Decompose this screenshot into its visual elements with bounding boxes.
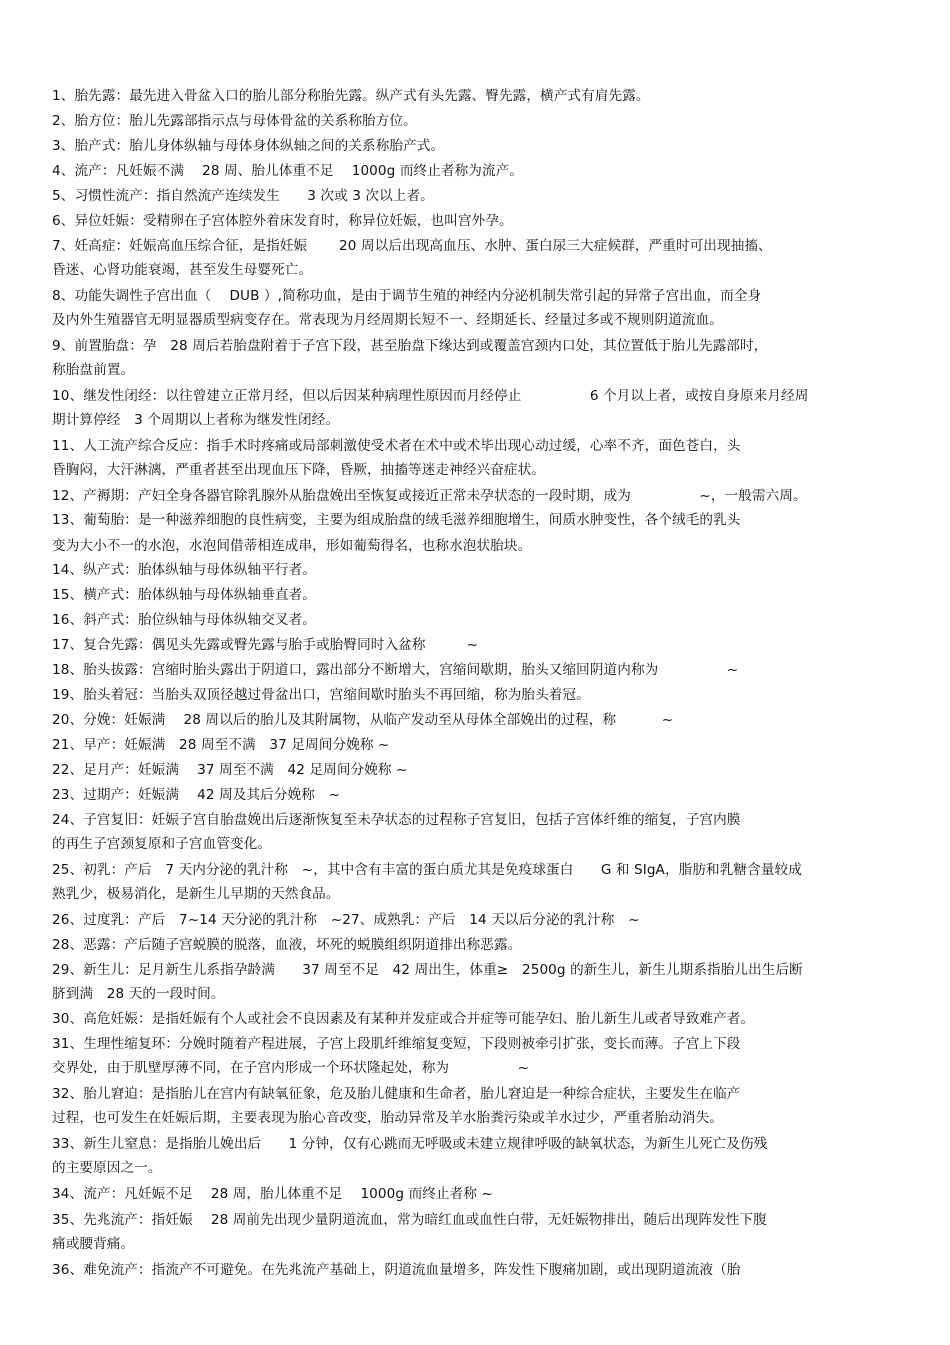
text-line: 30、高危妊娠：是指妊娠有个人或社会不良因素及有某种并发症或合并症等可能孕妇、胎儿新生儿或者导致难产者。: [52, 1011, 755, 1027]
text-line: 的再生子宫颈复原和子宫血管变化。: [52, 836, 272, 852]
text-line: 25、初乳：产后 7 天内分泌的乳汁称 ~，其中含有丰富的蛋白质尤其是免疫球蛋白 G 和 SIgA，脂肪和乳糖含量较成: [52, 862, 802, 878]
text-line: 13、葡萄胎：是一种滋养细胞的良性病变，主要为组成胎盘的绒毛滋养细胞增生，间质水肿变性，各个绒毛的乳头: [52, 512, 741, 528]
text-line: 19、胎头着冠：当胎头双顶径越过骨盆出口，宫缩间歇时胎头不再回缩，称为胎头着冠。: [52, 687, 590, 703]
text-line: 21、早产：妊娠满 28 周至不满 37 足周间分娩称 ~: [52, 737, 390, 753]
text-line: 10、继发性闭经：以往曾建立正常月经，但以后因某种病理性原因而月经停止 6 个月以上者，或按自身原来月经周: [52, 388, 809, 404]
text-line: 9、前置胎盘：孕 28 周后若胎盘附着于子宫下段，甚至胎盘下缘达到或覆盖宫颈内口处，其位置低于胎儿先露部时，: [52, 338, 768, 354]
text-line: 29、新生儿：足月新生儿系指孕龄满 37 周至不足 42 周出生，体重≥ 2500g 的新生儿，新生儿期系指胎儿出生后断: [52, 962, 803, 978]
text-line: 交界处，由于肌壁厚薄不同，在子宫内形成一个环状隆起处，称为 ~: [52, 1060, 530, 1076]
text-line: 11、人工流产综合反应：指手术时疼痛或局部刺激使受术者在术中或术毕出现心动过缓，心率不齐，面色苍白，头: [52, 438, 741, 454]
text-line: 34、流产：凡妊娠不足 28 周，胎儿体重不足 1000g 而终止者称 ~: [52, 1186, 493, 1202]
text-line: 昏胸闷，大汗淋漓，严重者甚至出现血压下降，昏厥，抽搐等迷走神经兴奋症状。: [52, 462, 545, 478]
text-line: 23、过期产：妊娠满 42 周及其后分娩称 ~: [52, 787, 341, 803]
text-line: 称胎盘前置。: [52, 362, 135, 378]
text-line: 24、子宫复旧：妊娠子宫自胎盘娩出后逐渐恢复至未孕状态的过程称子宫复旧，包括子宫体纤维的缩复，子宫内膜: [52, 812, 741, 828]
text-line: 33、新生儿窒息：是指胎儿娩出后 1 分钟，仅有心跳而无呼吸或未建立规律呼吸的缺氧状态，为新生儿死亡及伤残: [52, 1136, 768, 1152]
text-line: 昏迷、心肾功能衰竭，甚至发生母婴死亡。: [52, 262, 313, 278]
text-line: 2、胎方位：胎儿先露部指示点与母体骨盆的关系称胎方位。: [52, 113, 417, 129]
text-line: 18、胎头拔露：宫缩时胎头露出于阴道口，露出部分不断增大，宫缩间歇期，胎头又缩回阴道内称为 ~: [52, 662, 739, 678]
text-line: 16、斜产式：胎位纵轴与母体纵轴交叉者。: [52, 612, 316, 628]
text-line: 22、足月产：妊娠满 37 周至不满 42 足周间分娩称 ~: [52, 762, 408, 778]
text-line: 8、功能失调性子宫出血（ DUB ）,简称功血，是由于调节生殖的神经内分泌机制失常引起的异常子宫出血，而全身: [52, 288, 762, 304]
text-line: 过程，也可发生在妊娠后期，主要表现为胎心音改变，胎动异常及羊水胎粪污染或羊水过少，严重者胎动消失。: [52, 1110, 723, 1126]
text-line: 期计算停经 3 个周期以上者称为继发性闭经。: [52, 412, 340, 428]
text-line: 12、产褥期：产妇全身各器官除乳腺外从胎盘娩出至恢复或接近正常未孕状态的一段时期，成为 ~，一般需六周。: [52, 488, 807, 504]
text-line: 变为大小不一的水泡，水泡间借蒂相连成串，形如葡萄得名，也称水泡状胎块。: [52, 538, 532, 554]
text-line: 及内外生殖器官无明显器质型病变存在。常表现为月经周期长短不一、经期延长、经量过多或不规则阴道流血。: [52, 312, 723, 328]
text-line: 5、习惯性流产：指自然流产连续发生 3 次或 3 次以上者。: [52, 188, 434, 204]
text-line: 36、难免流产：指流产不可避免。在先兆流产基础上，阴道流血量增多，阵发性下腹痛加剧，或出现阴道流液（胎: [52, 1262, 741, 1278]
text-line: 痛或腰背痛。: [52, 1236, 135, 1252]
text-line: 26、过度乳：产后 7~14 天分泌的乳汁称 ~27、成熟乳：产后 14 天以后分泌的乳汁称 ~: [52, 912, 640, 928]
text-line: 20、分娩：妊娠满 28 周以后的胎儿及其附属物，从临产发动至从母体全部娩出的过程，称 ~: [52, 712, 674, 728]
text-line: 15、横产式：胎体纵轴与母体纵轴垂直者。: [52, 587, 316, 603]
text-line: 28、恶露：产后随子宫蜕膜的脱落，血液，坏死的蜕膜组织阴道排出称恶露。: [52, 937, 522, 953]
text-line: 32、胎儿窘迫：是指胎儿在宫内有缺氧征象，危及胎儿健康和生命者，胎儿窘迫是一种综合症状，主要发生在临产: [52, 1086, 741, 1102]
text-line: 6、异位妊娠：受精卵在子宫体腔外着床发育时，称异位妊娠，也叫宫外孕。: [52, 213, 513, 229]
text-line: 31、生理性缩复环：分娩时随着产程进展，子宫上段肌纤维缩复变短，下段则被牵引扩张，变长而薄。子宫上下段: [52, 1036, 741, 1052]
text-line: 14、纵产式：胎体纵轴与母体纵轴平行者。: [52, 562, 316, 578]
text-line: 1、胎先露：最先进入骨盆入口的胎儿部分称胎先露。纵产式有头先露、臀先露，横产式有肩先露。: [52, 88, 650, 104]
text-line: 熟乳少，极易消化，是新生儿早期的天然食品。: [52, 886, 340, 902]
text-line: 7、妊高症：妊娠高血压综合征，是指妊娠 20 周以后出现高血压、水肿、蛋白尿三大症候群，严重时可出现抽搐、: [52, 238, 772, 254]
text-line: 17、复合先露：偶见头先露或臀先露与胎手或胎臀同时入盆称 ~: [52, 637, 479, 653]
text-line: 3、胎产式：胎儿身体纵轴与母体身体纵轴之间的关系称胎产式。: [52, 138, 445, 154]
text-line: 4、流产：凡妊娠不满 28 周、胎儿体重不足 1000g 而终止者称为流产。: [52, 163, 524, 179]
text-line: 脐到满 28 天的一段时间。: [52, 986, 225, 1002]
text-line: 的主要原因之一。: [52, 1160, 162, 1176]
text-line: 35、先兆流产：指妊娠 28 周前先出现少量阴道流血，常为暗红血或血性白带，无妊娠物排出，随后出现阵发性下腹: [52, 1212, 767, 1228]
